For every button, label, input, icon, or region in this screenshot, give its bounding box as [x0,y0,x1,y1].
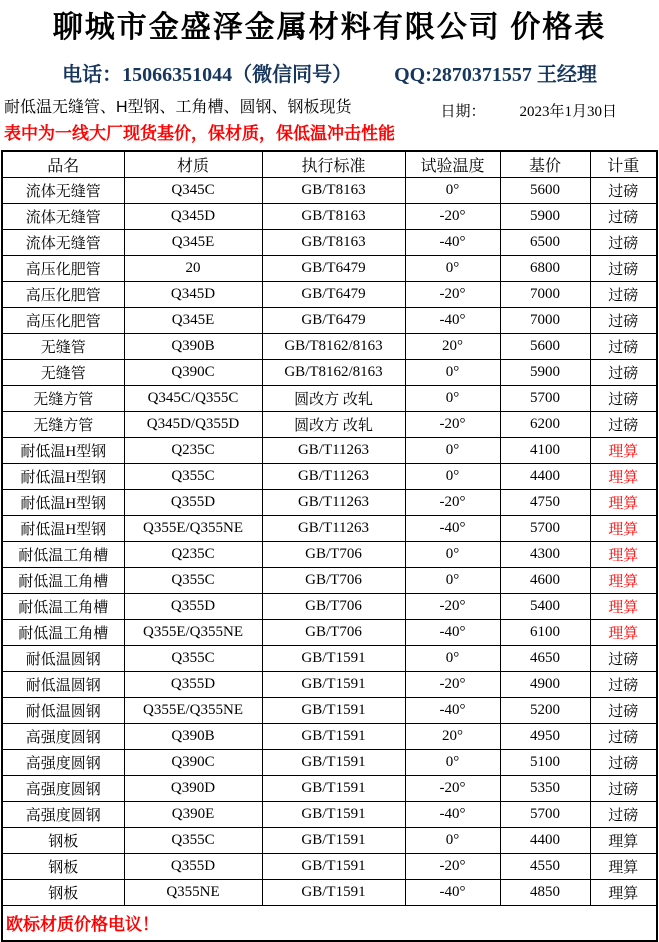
cell-weigh-method: 过磅 [590,204,657,230]
cell-test-temp: -40° [405,698,500,724]
cell-weigh-method: 理算 [590,490,657,516]
table-row [2,828,657,854]
cell-base-price: 4400 [500,828,590,854]
cell-standard: GB/T6479 [262,256,405,282]
cell-weigh-method: 过磅 [590,230,657,256]
cell-weigh-method: 理算 [590,568,657,594]
table-row [2,204,657,230]
products-line: 耐低温无缝管、H型钢、工角槽、圆钢、钢板现货 [4,98,352,116]
cell-standard: GB/T1591 [262,854,405,880]
cell-product-name: 流体无缝管 [2,178,124,204]
cell-product-name: 无缝管 [2,334,124,360]
table-row [2,438,657,464]
cell-product-name: 钢板 [2,828,124,854]
cell-weigh-method: 理算 [590,594,657,620]
cell-weigh-method: 过磅 [590,256,657,282]
cell-test-temp: 0° [405,542,500,568]
cell-weigh-method: 理算 [590,880,657,906]
cell-material: Q345C [124,178,262,204]
footer-note: 欧标材质价格电议！ [2,906,657,941]
cell-base-price: 4100 [500,438,590,464]
cell-product-name: 高强度圆钢 [2,750,124,776]
cell-test-temp: 0° [405,568,500,594]
cell-weigh-method: 理算 [590,854,657,880]
cell-material: Q355D [124,594,262,620]
cell-standard: 圆改方 改轧 [262,412,405,438]
cell-material: Q355E/Q355NE [124,516,262,542]
cell-base-price: 6200 [500,412,590,438]
table-row [2,282,657,308]
table-row [2,516,657,542]
cell-standard: GB/T11263 [262,516,405,542]
table-row [2,334,657,360]
footer-row [2,906,657,941]
cell-standard: GB/T11263 [262,438,405,464]
table-row [2,230,657,256]
cell-material: Q390B [124,724,262,750]
cell-standard: GB/T1591 [262,802,405,828]
table-row [2,178,657,204]
table-row [2,620,657,646]
cell-material: 20 [124,256,262,282]
info-left [4,94,395,144]
cell-product-name: 无缝管 [2,360,124,386]
cell-standard: GB/T8163 [262,178,405,204]
cell-base-price: 5700 [500,516,590,542]
price-table-header [2,151,657,178]
cell-material: Q235C [124,542,262,568]
date-value: 2023年1月30日 [519,103,617,120]
cell-base-price: 5700 [500,386,590,412]
cell-test-temp: -40° [405,620,500,646]
cell-material: Q235C [124,438,262,464]
table-row [2,308,657,334]
cell-product-name: 耐低温H型钢 [2,490,124,516]
cell-standard: GB/T1591 [262,776,405,802]
cell-standard: GB/T8162/8163 [262,360,405,386]
cell-standard: GB/T1591 [262,880,405,906]
cell-product-name: 高压化肥管 [2,282,124,308]
phone-text [62,58,352,87]
contact-line [0,58,659,87]
cell-test-temp: 20° [405,334,500,360]
price-table-body [2,178,657,906]
cell-weigh-method: 过磅 [590,386,657,412]
cell-product-name: 耐低温圆钢 [2,672,124,698]
cell-material: Q355D [124,672,262,698]
cell-base-price: 5600 [500,334,590,360]
table-row [2,412,657,438]
cell-base-price: 4300 [500,542,590,568]
cell-test-temp: -40° [405,516,500,542]
cell-standard: GB/T8163 [262,204,405,230]
cell-standard: GB/T1591 [262,724,405,750]
cell-product-name: 流体无缝管 [2,230,124,256]
cell-standard: GB/T8162/8163 [262,334,405,360]
page-title: 聊城市金盛泽金属材料有限公司 价格表 [52,11,607,44]
cell-weigh-method: 过磅 [590,698,657,724]
cell-weigh-method: 过磅 [590,360,657,386]
cell-test-temp: 0° [405,438,500,464]
cell-product-name: 钢板 [2,854,124,880]
cell-weigh-method: 过磅 [590,308,657,334]
cell-product-name: 耐低温工角槽 [2,594,124,620]
cell-base-price: 5900 [500,360,590,386]
cell-weigh-method: 理算 [590,542,657,568]
cell-test-temp: 20° [405,724,500,750]
cell-base-price: 5100 [500,750,590,776]
cell-material: Q345D [124,204,262,230]
cell-standard: 圆改方 改轧 [262,386,405,412]
phone-label: 电话： [62,63,123,86]
cell-standard: GB/T6479 [262,282,405,308]
cell-weigh-method: 过磅 [590,178,657,204]
cell-material: Q390E [124,802,262,828]
cell-material: Q355C [124,568,262,594]
cell-weigh-method: 过磅 [590,750,657,776]
cell-base-price: 4400 [500,464,590,490]
table-row [2,646,657,672]
cell-test-temp: 0° [405,646,500,672]
cell-material: Q355NE [124,880,262,906]
cell-standard: GB/T1591 [262,672,405,698]
cell-weigh-method: 理算 [590,828,657,854]
col-header-test-temp: 试验温度 [405,151,500,178]
table-row [2,672,657,698]
cell-weigh-method: 过磅 [590,724,657,750]
cell-test-temp: -20° [405,282,500,308]
cell-material: Q390B [124,334,262,360]
table-row [2,750,657,776]
date-line [440,100,617,121]
cell-product-name: 流体无缝管 [2,204,124,230]
cell-standard: GB/T706 [262,542,405,568]
cell-test-temp: 0° [405,464,500,490]
cell-base-price: 7000 [500,282,590,308]
cell-standard: GB/T1591 [262,646,405,672]
cell-standard: GB/T6479 [262,308,405,334]
cell-product-name: 耐低温工角槽 [2,568,124,594]
cell-base-price: 6800 [500,256,590,282]
cell-material: Q355C [124,646,262,672]
cell-material: Q355D [124,490,262,516]
cell-product-name: 无缝方管 [2,412,124,438]
table-row [2,490,657,516]
col-header-product-name: 品名 [2,151,124,178]
table-row [2,802,657,828]
cell-material: Q345E [124,230,262,256]
cell-material: Q390D [124,776,262,802]
cell-base-price: 4950 [500,724,590,750]
cell-weigh-method: 理算 [590,464,657,490]
table-row [2,386,657,412]
cell-test-temp: -20° [405,776,500,802]
cell-standard: GB/T706 [262,620,405,646]
price-table [1,150,658,942]
cell-base-price: 4750 [500,490,590,516]
col-header-weigh-method: 计重 [590,151,657,178]
cell-product-name: 耐低温圆钢 [2,646,124,672]
cell-base-price: 4550 [500,854,590,880]
cell-base-price: 6100 [500,620,590,646]
cell-weigh-method: 过磅 [590,776,657,802]
cell-weigh-method: 过磅 [590,672,657,698]
cell-standard: GB/T1591 [262,750,405,776]
cell-test-temp: 0° [405,178,500,204]
info-row [0,94,659,144]
cell-product-name: 高强度圆钢 [2,724,124,750]
cell-product-name: 高压化肥管 [2,308,124,334]
cell-weigh-method: 理算 [590,620,657,646]
cell-material: Q355E/Q355NE [124,698,262,724]
cell-base-price: 4650 [500,646,590,672]
phone-number: 15066351044（微信同号） [122,63,353,86]
cell-standard: GB/T8163 [262,230,405,256]
cell-test-temp: -20° [405,490,500,516]
cell-base-price: 5400 [500,594,590,620]
cell-product-name: 耐低温H型钢 [2,438,124,464]
cell-test-temp: 0° [405,256,500,282]
cell-material: Q345D/Q355D [124,412,262,438]
cell-weigh-method: 理算 [590,516,657,542]
cell-weigh-method: 过磅 [590,282,657,308]
cell-product-name: 耐低温工角槽 [2,620,124,646]
col-header-standard: 执行标准 [262,151,405,178]
cell-material: Q345E [124,308,262,334]
cell-base-price: 7000 [500,308,590,334]
cell-weigh-method: 过磅 [590,646,657,672]
header-row [2,151,657,178]
cell-base-price: 4600 [500,568,590,594]
cell-material: Q355E/Q355NE [124,620,262,646]
table-row [2,542,657,568]
cell-weigh-method: 过磅 [590,802,657,828]
cell-test-temp: -40° [405,880,500,906]
cell-standard: GB/T11263 [262,490,405,516]
cell-test-temp: -20° [405,412,500,438]
cell-base-price: 5600 [500,178,590,204]
cell-test-temp: -20° [405,854,500,880]
cell-material: Q390C [124,750,262,776]
qq-text: QQ:2870371557 王经理 [394,63,597,86]
table-row [2,724,657,750]
table-row [2,568,657,594]
cell-material: Q355C [124,464,262,490]
cell-base-price: 4900 [500,672,590,698]
cell-test-temp: -20° [405,594,500,620]
cell-base-price: 5700 [500,802,590,828]
cell-test-temp: -20° [405,204,500,230]
table-row [2,464,657,490]
cell-standard: GB/T706 [262,568,405,594]
table-row [2,854,657,880]
cell-product-name: 耐低温H型钢 [2,516,124,542]
promo-line: 表中为一线大厂现货基价，保材质，保低温冲击性能 [4,123,395,143]
cell-base-price: 5200 [500,698,590,724]
cell-test-temp: -40° [405,230,500,256]
cell-material: Q355D [124,854,262,880]
col-header-material: 材质 [124,151,262,178]
cell-product-name: 耐低温H型钢 [2,464,124,490]
cell-test-temp: 0° [405,386,500,412]
col-header-base-price: 基价 [500,151,590,178]
cell-material: Q345D [124,282,262,308]
cell-product-name: 高强度圆钢 [2,776,124,802]
table-row [2,256,657,282]
cell-base-price: 6500 [500,230,590,256]
cell-material: Q345C/Q355C [124,386,262,412]
cell-product-name: 耐低温圆钢 [2,698,124,724]
cell-test-temp: 0° [405,750,500,776]
date-label: 日期： [440,103,486,120]
cell-test-temp: 0° [405,360,500,386]
table-row [2,776,657,802]
cell-material: Q355C [124,828,262,854]
cell-product-name: 高压化肥管 [2,256,124,282]
cell-base-price: 5900 [500,204,590,230]
cell-weigh-method: 理算 [590,438,657,464]
table-row [2,360,657,386]
cell-product-name: 高强度圆钢 [2,802,124,828]
cell-standard: GB/T1591 [262,698,405,724]
cell-test-temp: -20° [405,672,500,698]
cell-weigh-method: 过磅 [590,412,657,438]
table-row [2,698,657,724]
table-row [2,880,657,906]
cell-weigh-method: 过磅 [590,334,657,360]
cell-product-name: 耐低温工角槽 [2,542,124,568]
cell-test-temp: -40° [405,802,500,828]
cell-test-temp: 0° [405,828,500,854]
cell-standard: GB/T1591 [262,828,405,854]
price-table-footer [2,906,657,941]
cell-product-name: 无缝方管 [2,386,124,412]
cell-product-name: 钢板 [2,880,124,906]
cell-standard: GB/T11263 [262,464,405,490]
cell-test-temp: -40° [405,308,500,334]
cell-base-price: 4850 [500,880,590,906]
cell-standard: GB/T706 [262,594,405,620]
table-row [2,594,657,620]
cell-material: Q390C [124,360,262,386]
cell-base-price: 5350 [500,776,590,802]
